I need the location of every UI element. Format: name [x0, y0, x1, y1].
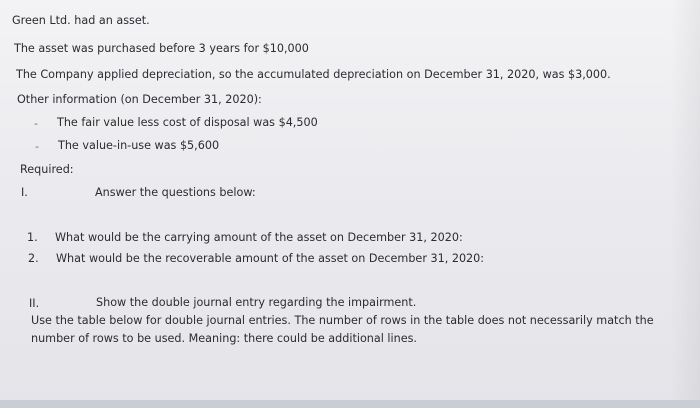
intro-line-1: Green Ltd. had an asset. — [12, 14, 150, 27]
question-1-number: 1. — [27, 231, 38, 244]
intro-line-2: The asset was purchased before 3 years for $10,000 — [14, 42, 309, 55]
part-2-numeral: II. — [29, 297, 40, 310]
question-2-number: 2. — [28, 252, 39, 265]
info-item-value-in-use: The value-in-use was $5,600 — [58, 139, 220, 152]
instruction-text: Use the table below for double journal entries. The number of rows in the table does not necessarily match the number of rows to be used. Meaning: there could be additional lines. — [31, 314, 654, 345]
info-item-marker: - — [34, 117, 38, 130]
intro-line-4: Other information (on December 31, 2020): — [17, 93, 262, 106]
part-1-text: Answer the questions below: — [95, 186, 256, 199]
bottom-edge — [0, 400, 700, 408]
intro-line-3: The Company applied depreciation, so the accumulated depreciation on December 31, 2020, was $3,000. — [16, 68, 611, 81]
info-item-fair-value: The fair value less cost of disposal was $4,500 — [57, 116, 318, 129]
required-heading: Required: — [20, 163, 74, 176]
edge-shadow — [670, 0, 700, 408]
part-1-numeral: I. — [21, 186, 28, 199]
part-2-text: Show the double journal entry regarding the impairment. — [96, 296, 417, 309]
question-2-text: What would be the recoverable amount of the asset on December 31, 2020: — [56, 252, 485, 265]
info-item-marker: - — [35, 140, 39, 153]
question-1-text: What would be the carrying amount of the asset on December 31, 2020: — [55, 231, 463, 244]
